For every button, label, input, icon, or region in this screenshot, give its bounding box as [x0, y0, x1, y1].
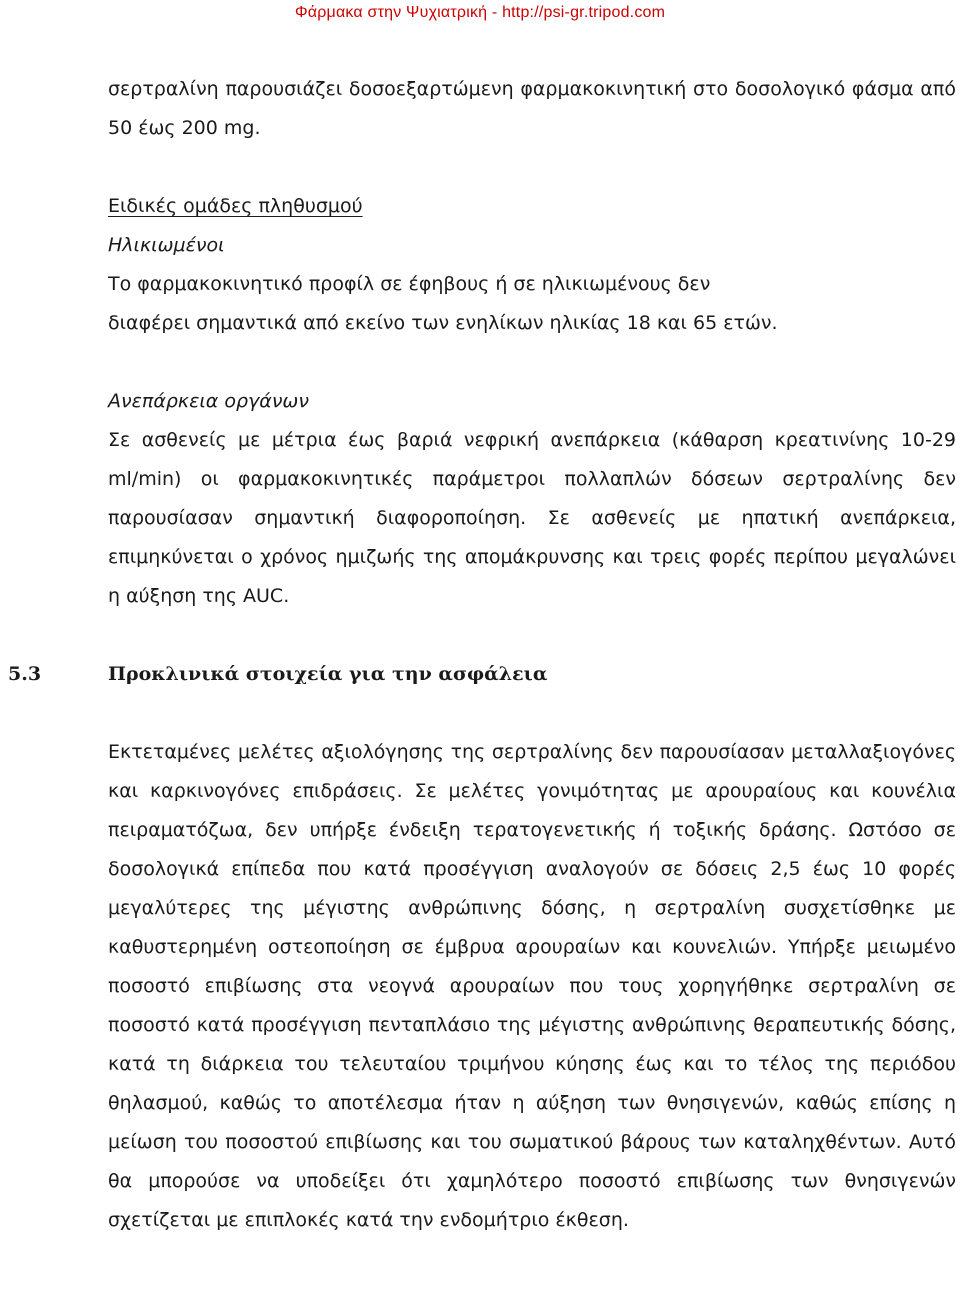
- section-heading: [8, 655, 956, 694]
- organ-insufficiency-heading: Ανεπάρκεια οργάνων: [108, 390, 309, 412]
- document-body: [8, 70, 956, 1240]
- preclinical-paragraph: Εκτεταμένες μελέτες αξιολόγησης της σερτραλίνης δεν παρουσίασαν μεταλλαξιογόνες και καρκινογόνες επιδράσεις. Σε μελέτες γονιμότητας με αρουραίους και κουνέλια πειραματόζωα, δεν υπήρξε ένδειξη τερατογενετικής ή τοξικής δράσης. Ωστόσο σε δοσολογικά επίπεδα που κατά προσέγγιση αναλογούν σε δόσεις 2,5 έως 10 φορές μεγαλύτερες της μέγιστης ανθρώπινης δόσης, η σερτραλίνη συσχετίσθηκε με καθυστερημένη οστεοποίηση σε έμβρυα αρουραίων και κουνελιών. Υπήρξε μειωμένο ποσοστό επιβίωσης στα νεογνά αρουραίων που τους χορηγήθηκε σερτραλίνη σε ποσοστό κατά προσέγγιση πενταπλάσιο της μέγιστης ανθρώπινης θεραπευτικής δόσης, κατά τη διάρκεια του τελευταίου τριμήνου κύησης έως και το τέλος της περιόδου θηλασμού, καθώς το αποτέλεσμα ήταν η αύξηση των θνησιγενών, καθώς επίσης η μείωση του ποσοστού επιβίωσης και του σωματικού βάρους των καταληχθέντων. Αυτό θα μπορούσε να υποδείξει ότι χαμηλότερο ποσοστό επιβίωσης των θνησιγενών σχετίζεται με επιπλοκές κατά την ενδομήτριο έκθεση.: [108, 741, 956, 1231]
- paragraph-pharmacokinetics: σερτραλίνη παρουσιάζει δοσοεξαρτώμενη φαρμακοκινητική στο δοσολογικό φάσμα από 50 έως 200 mg.: [108, 78, 956, 139]
- section-title: Προκλινικά στοιχεία για την ασφάλεια: [108, 663, 548, 685]
- section-number: 5.3: [8, 663, 42, 685]
- organ-insufficiency-paragraph: Σε ασθενείς με μέτρια έως βαριά νεφρική ανεπάρκεια (κάθαρση κρεατινίνης 10-29 ml/min) οι φαρμακοκινητικές παράμετροι πολλαπλών δόσεων σερτραλίνης δεν παρουσίασαν σημαντική διαφοροποίηση. Σε ασθενείς με ηπατική ανεπάρκεια, επιμηκύνεται ο χρόνος ημιζωής της απομάκρυνσης και τρεις φορές περίπου μεγαλώνει η αύξηση της AUC.: [108, 429, 956, 607]
- elderly-paragraph: Το φαρμακοκινητικό προφίλ σε έφηβους ή σε ηλικιωμένους δεν διαφέρει σημαντικά από εκείνο των ενηλίκων ηλικίας 18 και 65 ετών.: [108, 273, 778, 334]
- elderly-heading: Ηλικιωμένοι: [108, 234, 225, 256]
- page-header-title: Φάρμακα στην Ψυχιατρική - http://psi-gr.tripod.com: [294, 4, 666, 21]
- special-groups-heading: Ειδικές ομάδες πληθυσμού: [108, 195, 363, 217]
